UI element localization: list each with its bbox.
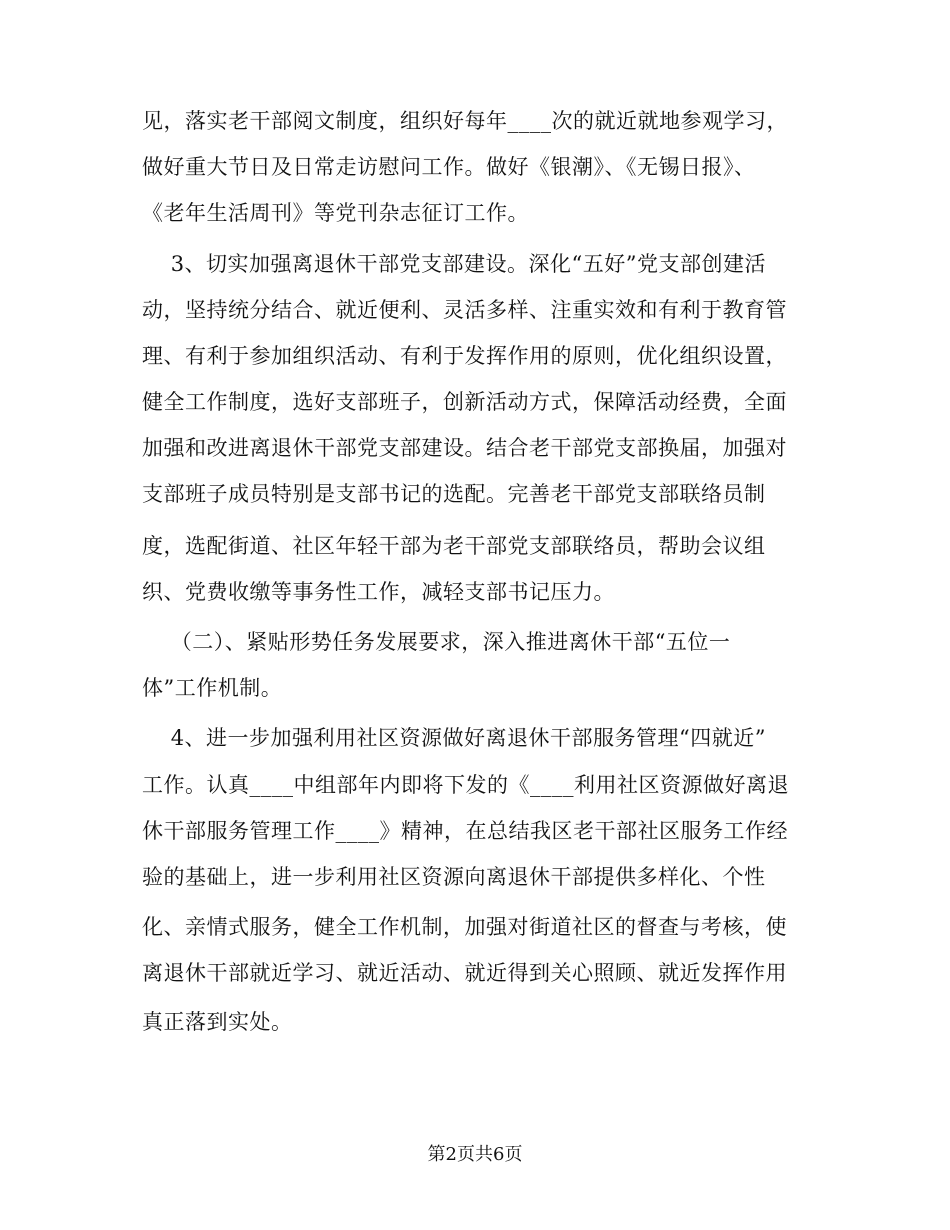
section-heading-line: 体”工作机制。	[142, 676, 283, 700]
text-line: 真正落到实处。	[142, 1010, 293, 1034]
text-line: 工作。认真____中组部年内即将下发的《____利用社区资源做好离退	[142, 773, 789, 797]
text-line: 验的基础上，进一步利用社区资源向离退休干部提供多样化、个性	[142, 865, 766, 889]
text-line: 健全工作制度，选好支部班子，创新活动方式，保障活动经费，全面	[142, 390, 787, 414]
text-line: 加强和改进离退休干部党支部建设。结合老干部党支部换届，加强对	[142, 436, 787, 460]
text-line: 3、切实加强离退休干部党支部建设。深化“五好”党支部创建活	[142, 252, 767, 276]
text-line: 4、进一步加强利用社区资源做好离退休干部服务管理“四就近”	[142, 726, 767, 750]
text-line: 做好重大节日及日常走访慰问工作。做好《银潮》、《无锡日报》、	[142, 155, 756, 179]
text-line: 支部班子成员特别是支部书记的选配。完善老干部党支部联络员制	[142, 482, 766, 506]
text-line: 化、亲情式服务，健全工作机制，加强对街道社区的督查与考核，使	[142, 915, 787, 939]
section-heading-line: （二）、紧贴形势任务发展要求，深入推进离休干部“五位一	[142, 630, 731, 654]
text-line: 织、党费收缴等事务性工作，减轻支部书记压力。	[142, 580, 615, 604]
text-line: 理、有利于参加组织活动、有利于发挥作用的原则，优化组织设置，	[142, 344, 787, 368]
text-line: 休干部服务管理工作____》精神，在总结我区老干部社区服务工作经	[142, 819, 788, 843]
page-number: 第2页共6页	[427, 1144, 523, 1165]
text-line: 见，落实老干部阅文制度，组织好每年____次的就近就地参观学习，	[142, 109, 788, 133]
text-line: 离退休干部就近学习、就近活动、就近得到关心照顾、就近发挥作用	[142, 961, 787, 985]
text-line: 度，选配街道、社区年轻干部为老干部党支部联络员，帮助会议组	[142, 534, 766, 558]
text-line: 动，坚持统分结合、就近便利、灵活多样、注重实效和有利于教育管	[142, 298, 787, 322]
text-line: 《老年生活周刊》等党刊杂志征订工作。	[142, 201, 529, 225]
